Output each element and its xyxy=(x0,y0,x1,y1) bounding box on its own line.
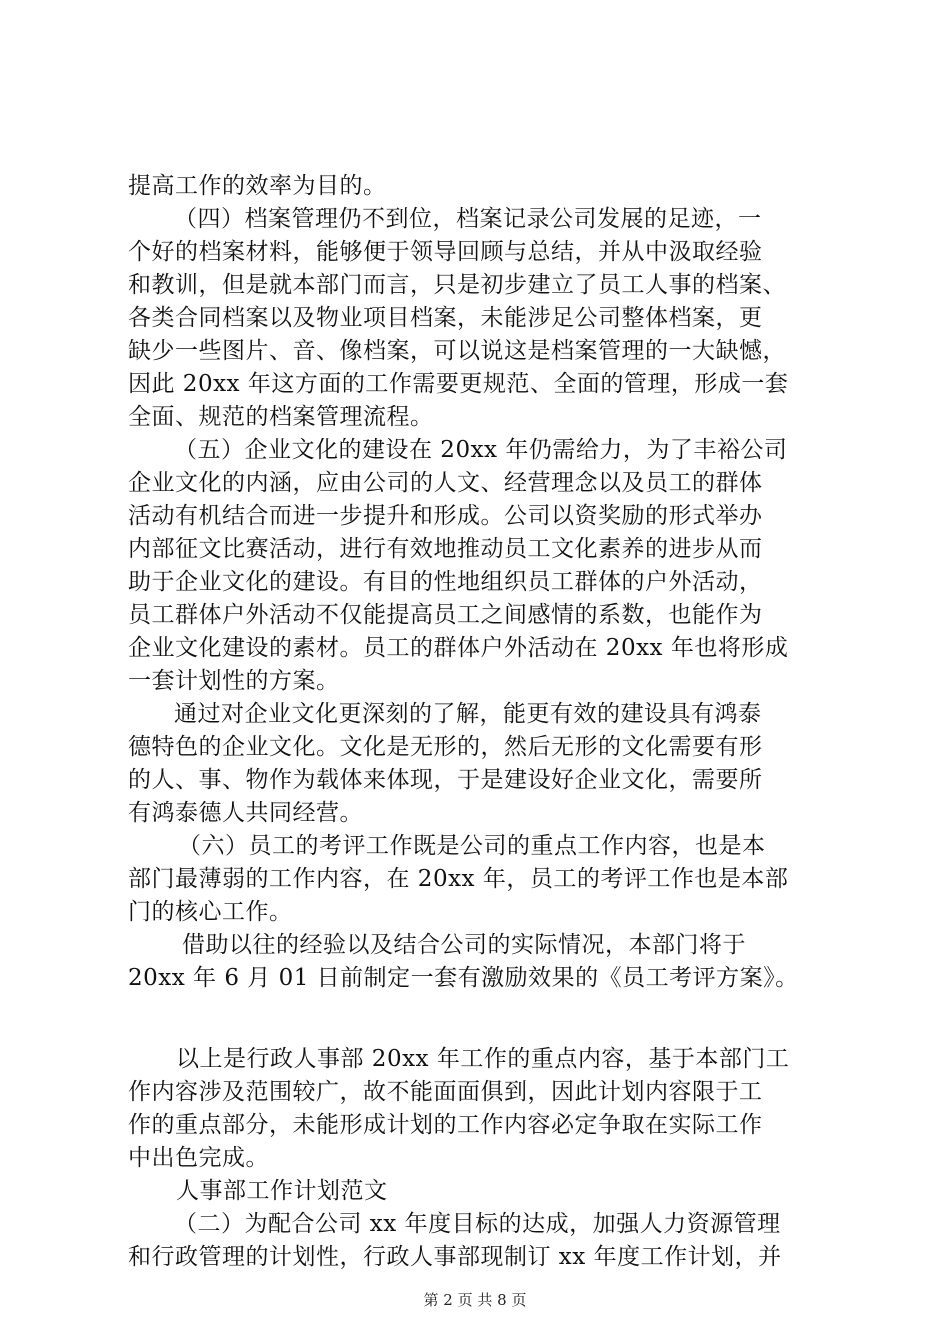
page-number-footer: 第 2 页 共 8 页 xyxy=(423,1291,527,1309)
text-line: （五）企业文化的建设在 20xx 年仍需给力，为了丰裕公司 xyxy=(174,437,788,463)
text-line: 借助以往的经验以及结合公司的实际情况，本部门将于 xyxy=(182,932,746,958)
text-line: 有鸿泰德人共同经营。 xyxy=(128,800,363,826)
text-line: 中出色完成。 xyxy=(128,1145,269,1171)
text-line: 内部征文比赛活动，进行有效地推动员工文化素养的进步从而 xyxy=(128,536,763,562)
text-line: 作内容涉及范围较广，故不能面面俱到，因此计划内容限于工 xyxy=(128,1079,763,1105)
text-line: 以上是行政人事部 20xx 年工作的重点内容，基于本部门工 xyxy=(176,1046,790,1072)
text-line: （六）员工的考评工作既是公司的重点工作内容，也是本 xyxy=(178,833,766,859)
text-line: 部门最薄弱的工作内容，在 20xx 年，员工的考评工作也是本部 xyxy=(128,866,789,892)
text-line: 企业文化的内涵，应由公司的人文、经营理念以及员工的群体 xyxy=(128,470,763,496)
text-line: （四）档案管理仍不到位，档案记录公司发展的足迹，一 xyxy=(174,206,762,232)
text-line: 德特色的企业文化。文化是无形的，然后无形的文化需要有形 xyxy=(128,734,763,760)
text-line: 个好的档案材料，能够便于领导回顾与总结，并从中汲取经验 xyxy=(128,239,763,265)
text-line: 的人、事、物作为载体来体现，于是建设好企业文化，需要所 xyxy=(128,767,763,793)
text-line: 因此 20xx 年这方面的工作需要更规范、全面的管理，形成一套 xyxy=(128,371,789,397)
text-line: 员工群体户外活动不仅能提高员工之间感情的系数，也能作为 xyxy=(128,602,763,628)
text-line: （二）为配合公司 xx 年度目标的达成，加强人力资源管理 xyxy=(174,1211,781,1237)
text-line: 和行政管理的计划性，行政人事部现制订 xx 年度工作计划，并 xyxy=(128,1244,782,1270)
text-line: 20xx 年 6 月 01 日前制定一套有激励效果的《员工考评方案》。 xyxy=(128,965,799,991)
text-line: 作的重点部分，未能形成计划的工作内容必定争取在实际工作 xyxy=(128,1112,763,1138)
section-heading: 人事部工作计划范文 xyxy=(176,1178,388,1204)
text-line: 门的核心工作。 xyxy=(128,899,293,925)
text-line: 助于企业文化的建设。有目的性地组织员工群体的户外活动， xyxy=(128,569,763,595)
text-line: 企业文化建设的素材。员工的群体户外活动在 20xx 年也将形成 xyxy=(128,635,789,661)
text-line: 全面、规范的档案管理流程。 xyxy=(128,404,434,430)
text-line: 和教训，但是就本部门而言，只是初步建立了员工人事的档案、 xyxy=(128,272,786,298)
text-line: 通过对企业文化更深刻的了解，能更有效的建设具有鸿泰 xyxy=(174,701,762,727)
text-line: 各类合同档案以及物业项目档案，未能涉足公司整体档案，更 xyxy=(128,305,763,331)
text-line: 提高工作的效率为目的。 xyxy=(128,173,387,199)
text-line: 一套计划性的方案。 xyxy=(128,668,340,694)
text-line: 缺少一些图片、音、像档案，可以说这是档案管理的一大缺憾， xyxy=(128,338,786,364)
text-line: 活动有机结合而进一步提升和形成。公司以资奖励的形式举办 xyxy=(128,503,763,529)
